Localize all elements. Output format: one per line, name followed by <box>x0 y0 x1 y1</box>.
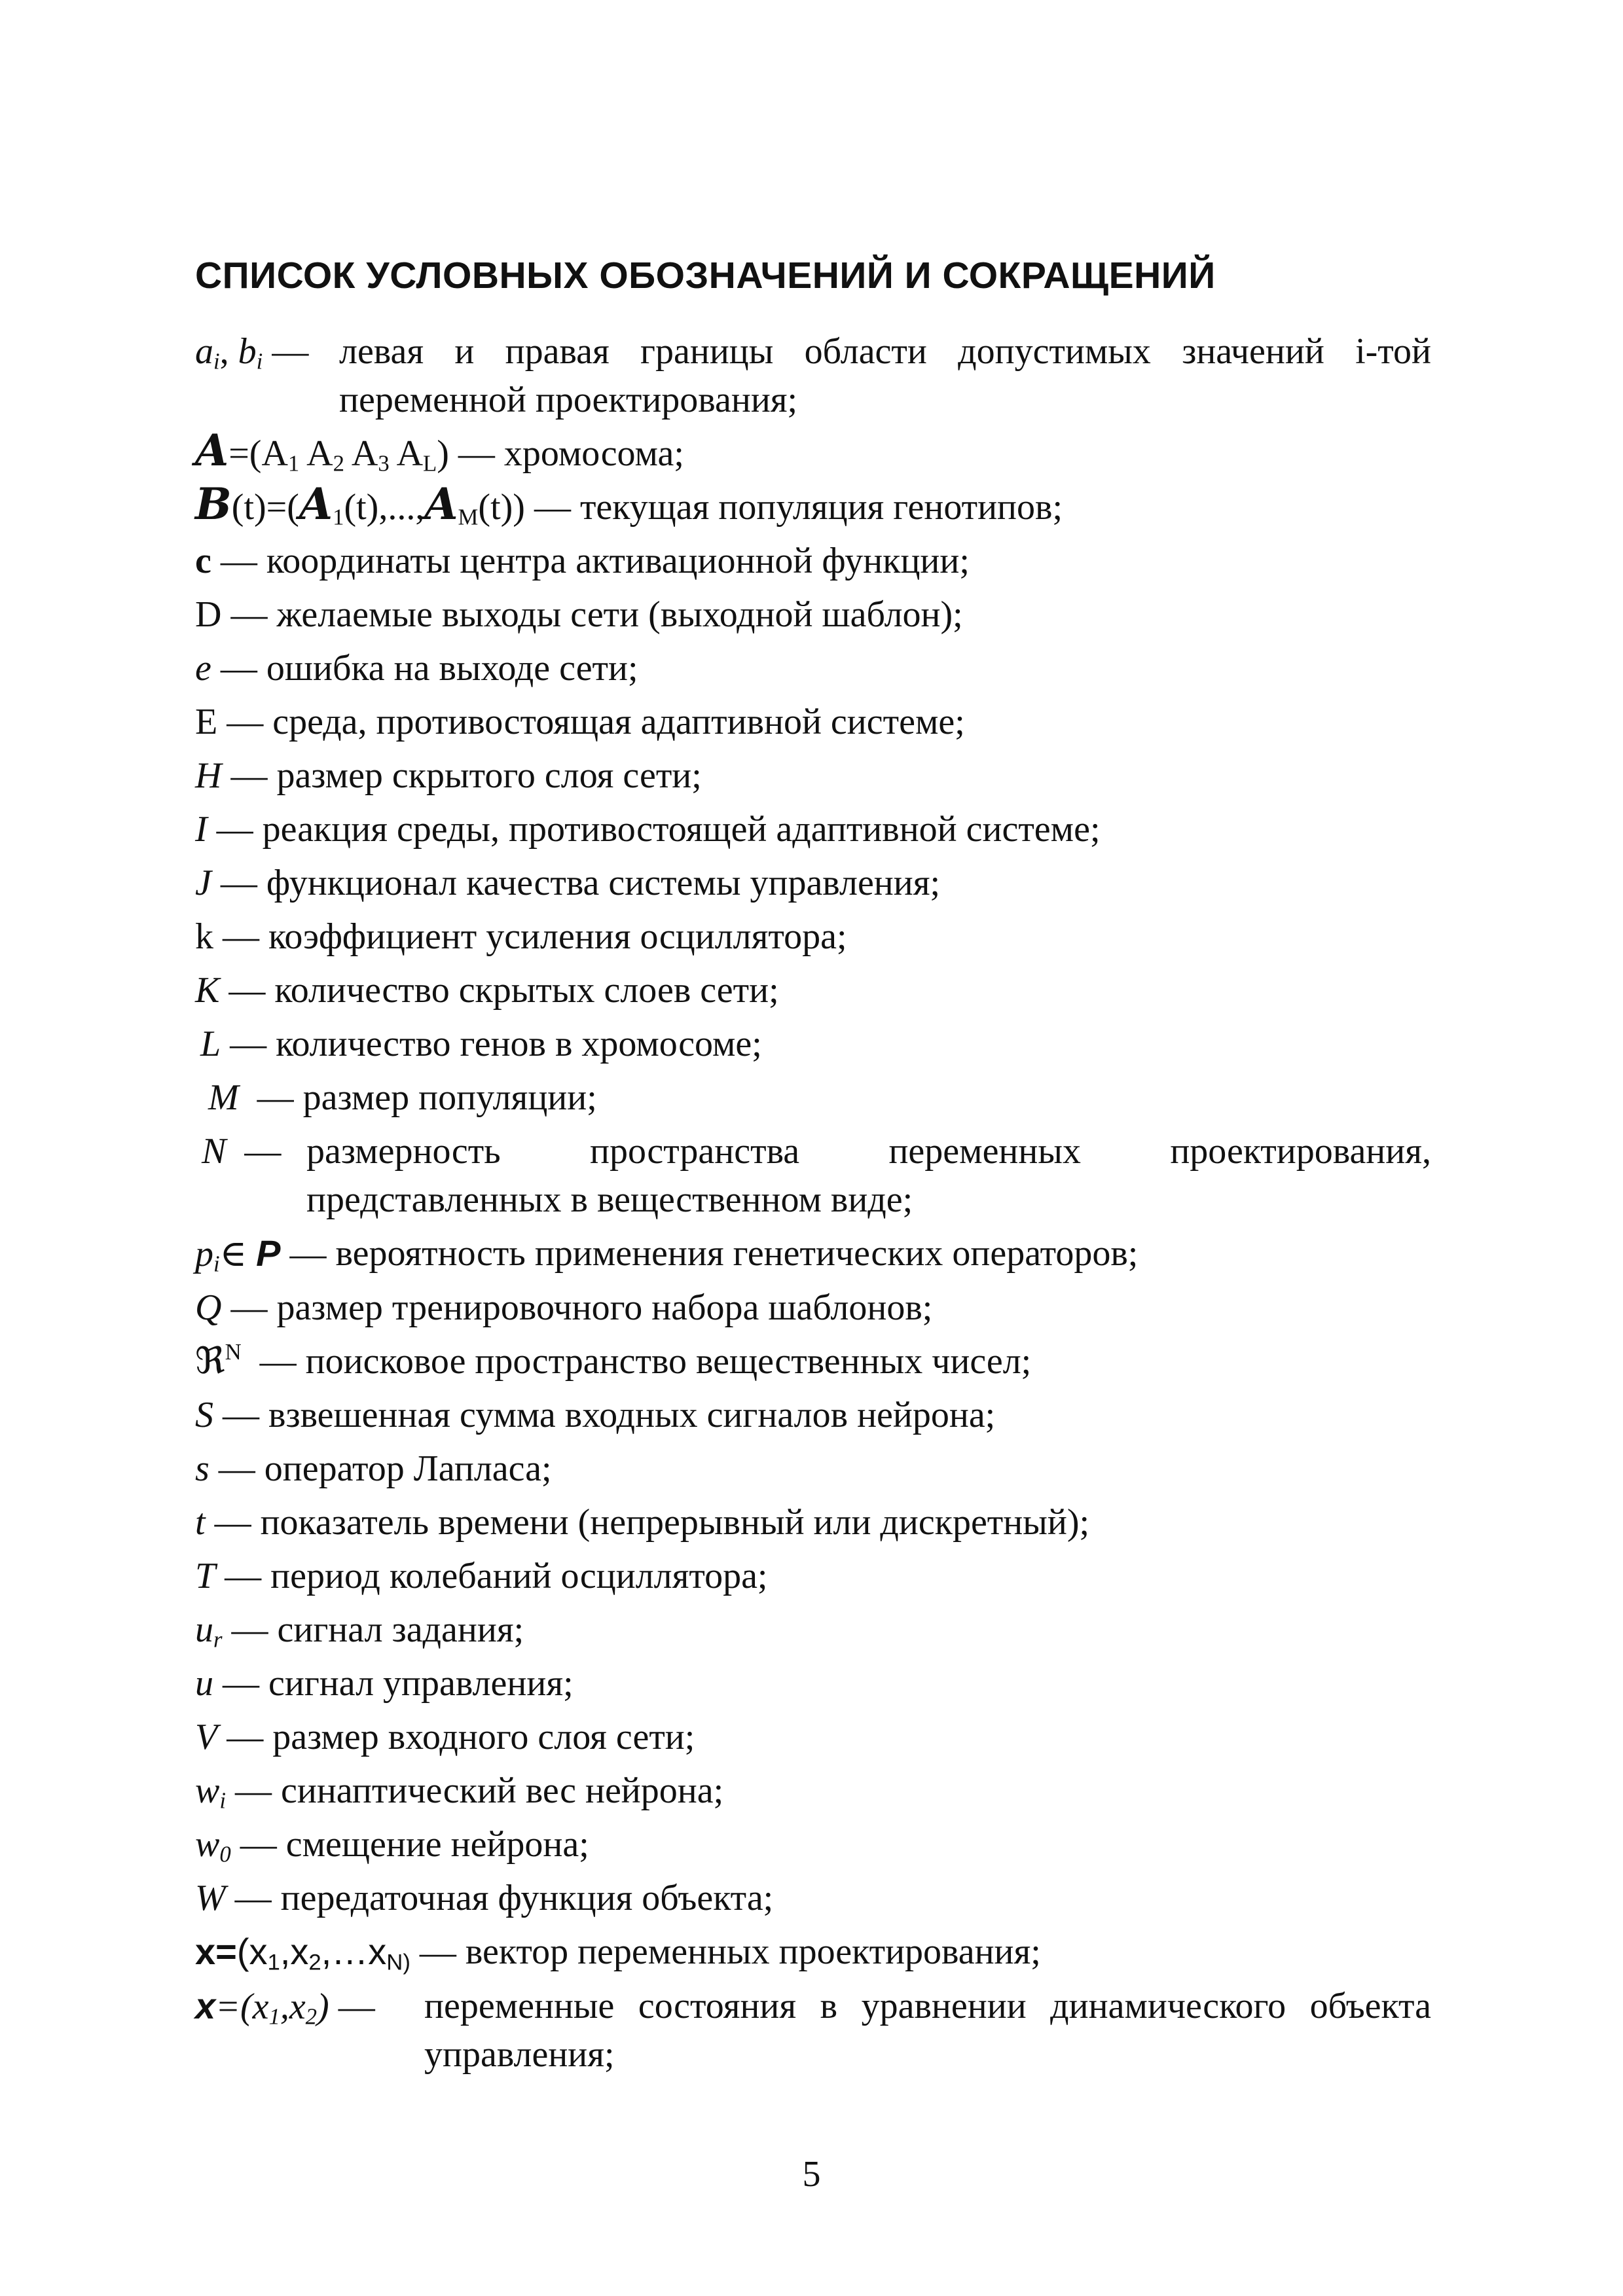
symbol: x <box>195 1985 216 2026</box>
entry-term <box>195 1767 272 1815</box>
entry-description: функционал качества системы управления; <box>266 863 941 903</box>
entry-M <box>195 1073 1431 1122</box>
expr-part: ,…x <box>321 1931 387 1972</box>
entry-c <box>195 537 1431 585</box>
entry-term <box>195 1444 255 1493</box>
em-dash: — <box>230 594 268 635</box>
symbol: S <box>195 1395 213 1435</box>
entry-D <box>195 590 1431 639</box>
symbol: N <box>202 1131 227 1172</box>
entry-description: показатель времени (непрерывный или дискретный); <box>260 1502 1090 1543</box>
symbol: L <box>200 1024 221 1064</box>
entry-description: реакция среды, противостоящей адаптивной системе; <box>262 809 1101 850</box>
subscript: 2 <box>333 450 344 476</box>
entry-term <box>195 751 267 800</box>
entry-term <box>195 1982 424 2031</box>
entry-description: количество скрытых слоев сети; <box>274 970 779 1011</box>
entry-term <box>195 698 263 746</box>
entry-term <box>195 1020 266 1068</box>
symbol: e <box>195 648 211 689</box>
symbol: M <box>208 1077 239 1118</box>
entry-term <box>195 1127 306 1175</box>
entry-S <box>195 1391 1431 1439</box>
symbol: u <box>195 1609 213 1650</box>
entry-J <box>195 859 1431 907</box>
em-dash: — <box>227 702 264 742</box>
em-dash: — <box>257 1077 294 1118</box>
expr-part: =(x <box>215 1986 269 2027</box>
entry-p <box>195 1229 1431 1278</box>
entry-x-vector <box>195 1928 1431 1977</box>
expr-part: ,x <box>280 1986 306 2027</box>
entry-term <box>195 1874 272 1922</box>
symbol: p <box>195 1234 213 1274</box>
entry-description: вектор переменных проектирования; <box>465 1931 1041 1972</box>
em-dash: — <box>230 1024 267 1064</box>
entry-description: среда, противостоящая адаптивной системе; <box>272 702 965 742</box>
em-dash: — <box>220 648 257 689</box>
element-of-symbol: ∈ <box>219 1234 247 1274</box>
entry-description: размер тренировочного набора шаблонов; <box>276 1287 933 1328</box>
entry-E <box>195 698 1431 746</box>
entry-term <box>195 1659 259 1708</box>
entry-s <box>195 1444 1431 1493</box>
entry-description: хромосома; <box>503 433 684 474</box>
entry-description: размер скрытого слоя сети; <box>276 755 702 796</box>
em-dash: — <box>259 1341 297 1382</box>
subscript: N) <box>386 1950 410 1975</box>
entry-description: синаптический вес нейрона; <box>281 1770 724 1811</box>
entry-T <box>195 1552 1431 1600</box>
symbol: Q <box>195 1287 222 1328</box>
em-dash: — <box>216 809 253 850</box>
symbol: W <box>195 1878 226 1918</box>
symbol: T <box>195 1556 216 1596</box>
entry-term <box>195 1229 326 1278</box>
entry-description: оператор Лапласа; <box>264 1448 552 1489</box>
entry-description: вероятность применения генетических операторов; <box>335 1233 1139 1274</box>
superscript: N <box>225 1339 242 1365</box>
em-dash: — <box>223 1395 259 1435</box>
notation-list <box>195 327 1431 2084</box>
entry-term <box>195 425 495 478</box>
symbol-a: a <box>195 331 213 372</box>
expr-part: (t),..., <box>344 487 425 528</box>
subscript: i <box>219 1787 227 1814</box>
expr-part: A <box>389 433 424 474</box>
script-b-symbol: B <box>195 478 232 529</box>
entry-w0 <box>195 1820 1431 1869</box>
em-dash: — <box>272 331 309 372</box>
entry-description: переменные состояния в уравнении динамического объекта управления; <box>424 1986 1431 2075</box>
script-a-symbol: A <box>424 478 458 529</box>
entry-e <box>195 644 1431 692</box>
em-dash: — <box>244 1131 282 1172</box>
subscript: i <box>213 1251 220 1277</box>
entry-V <box>195 1713 1431 1761</box>
entry-t <box>195 1498 1431 1547</box>
em-dash: — <box>218 1448 255 1489</box>
entry-term <box>195 1605 268 1654</box>
entry-description: желаемые выходы сети (выходной шаблон); <box>276 594 963 635</box>
entry-term <box>195 1498 251 1547</box>
entry-description: передаточная функция объекта; <box>280 1878 774 1918</box>
entry-term <box>195 912 259 961</box>
expr-part: ) <box>317 1986 329 2027</box>
entry-ur <box>195 1605 1431 1654</box>
subscript: 0 <box>219 1841 231 1867</box>
entry-term <box>195 537 257 585</box>
em-dash: — <box>240 1824 277 1865</box>
entry-description: координаты центра активационной функции; <box>266 541 970 581</box>
em-dash: — <box>534 487 571 528</box>
symbol-b: b <box>238 331 257 372</box>
entry-k <box>195 912 1431 961</box>
symbol: w <box>195 1770 220 1811</box>
entry-term <box>195 590 267 639</box>
entry-W <box>195 1874 1431 1922</box>
entry-description: размер входного слоя сети; <box>272 1717 695 1757</box>
em-dash: — <box>230 1287 268 1328</box>
symbol: D <box>195 594 222 635</box>
entry-description: поисковое пространство вещественных чисел; <box>305 1341 1032 1382</box>
em-dash: — <box>228 970 266 1011</box>
symbol-P: P <box>256 1232 281 1274</box>
entry-term <box>195 1283 267 1332</box>
entry-I <box>195 805 1431 853</box>
subscript: 3 <box>378 450 390 476</box>
entry-term <box>195 1073 294 1122</box>
entry-x-state <box>195 1982 1431 2079</box>
symbol: E <box>195 702 218 742</box>
symbol: s <box>195 1448 210 1489</box>
expr-part: (t)) <box>478 487 525 528</box>
entry-wi <box>195 1767 1431 1815</box>
em-dash: — <box>220 863 257 903</box>
entry-H <box>195 751 1431 800</box>
subscript: 1 <box>333 504 344 530</box>
em-dash: — <box>234 1878 272 1918</box>
script-a-symbol: A <box>195 425 229 476</box>
symbol: c <box>195 541 211 581</box>
page-number: 5 <box>802 2154 821 2195</box>
entry-term <box>195 327 339 376</box>
entry-description: сигнал управления; <box>268 1663 574 1704</box>
entry-description: ошибка на выходе сети; <box>266 648 638 689</box>
em-dash: — <box>225 1556 262 1596</box>
entry-term <box>195 644 257 692</box>
em-dash: — <box>220 541 257 581</box>
expr-part: A <box>344 433 378 474</box>
entry-term <box>195 1928 456 1977</box>
entry-N <box>195 1127 1431 1224</box>
entry-description: количество генов в хромосоме; <box>276 1024 762 1064</box>
expr-part: A <box>299 433 333 474</box>
entry-description: левая и правая границы области допустимых значений i-той переменной проектирования; <box>339 331 1431 420</box>
symbol: I <box>195 809 208 850</box>
entry-term <box>195 478 571 531</box>
entry-L <box>195 1020 1431 1068</box>
subscript: 1 <box>267 1950 280 1975</box>
entry-description: смещение нейрона; <box>285 1824 589 1865</box>
entry-K <box>195 966 1431 1014</box>
expr-part: ) <box>437 433 449 474</box>
subscript: L <box>423 450 437 476</box>
symbol: J <box>195 863 211 903</box>
subscript: 2 <box>308 1950 321 1975</box>
entry-u <box>195 1659 1431 1708</box>
entry-R <box>195 1337 1431 1386</box>
em-dash: — <box>458 433 495 474</box>
em-dash: — <box>419 1932 456 1973</box>
expr-part: (t)=( <box>231 487 299 528</box>
entry-term <box>195 1713 263 1761</box>
subscript: r <box>213 1626 223 1653</box>
expr-part: =(A <box>228 433 288 474</box>
symbol: K <box>195 970 220 1011</box>
script-a-symbol: A <box>299 478 333 529</box>
symbol: t <box>195 1502 206 1543</box>
entry-term <box>195 1552 261 1600</box>
separator: , <box>219 331 238 372</box>
subscript: 1 <box>268 2003 280 2030</box>
entry-term <box>195 1391 259 1439</box>
entry-description: период колебаний осциллятора; <box>270 1556 768 1596</box>
subscript: 1 <box>287 450 300 476</box>
em-dash: — <box>235 1770 272 1811</box>
em-dash: — <box>227 1717 264 1757</box>
symbol: H <box>195 755 222 796</box>
em-dash: — <box>231 1609 268 1650</box>
entry-term <box>195 859 257 907</box>
symbol: V <box>195 1717 218 1757</box>
em-dash: — <box>338 1986 375 2027</box>
subscript: 2 <box>305 2003 318 2030</box>
subscript-i: i <box>256 348 263 374</box>
symbol: w <box>195 1824 220 1865</box>
entry-population <box>195 478 1431 531</box>
em-dash: — <box>223 916 259 957</box>
entry-ab <box>195 327 1431 424</box>
symbol: u <box>195 1663 213 1704</box>
entry-term <box>195 805 253 853</box>
entry-description: размер популяции; <box>302 1077 597 1118</box>
entry-chromosome <box>195 425 1431 478</box>
entry-description: текущая популяция генотипов; <box>579 487 1063 528</box>
em-dash: — <box>223 1663 259 1704</box>
em-dash: — <box>230 755 268 796</box>
entry-term <box>195 966 265 1014</box>
entry-term <box>195 1337 297 1386</box>
subscript-i: i <box>213 348 220 374</box>
subscript: M <box>458 504 479 530</box>
page-heading: СПИСОК УСЛОВНЫХ ОБОЗНАЧЕНИЙ И СОКРАЩЕНИЙ <box>195 255 1216 296</box>
entry-description: размерность пространства переменных проектирования, представленных в вещественном виде; <box>306 1131 1431 1220</box>
entry-description: коэффициент усиления осциллятора; <box>268 916 847 957</box>
real-numbers-symbol: ℜ <box>195 1341 225 1382</box>
em-dash: — <box>289 1234 327 1274</box>
entry-Q <box>195 1283 1431 1332</box>
entry-term <box>195 1820 277 1869</box>
expr-part: (x <box>236 1931 268 1972</box>
entry-description: взвешенная сумма входных сигналов нейрона; <box>268 1395 996 1435</box>
entry-description: сигнал задания; <box>277 1609 524 1650</box>
em-dash: — <box>214 1502 251 1543</box>
symbol: k <box>195 916 213 957</box>
expr-part: ,x <box>280 1931 309 1972</box>
symbol: x= <box>195 1931 237 1972</box>
